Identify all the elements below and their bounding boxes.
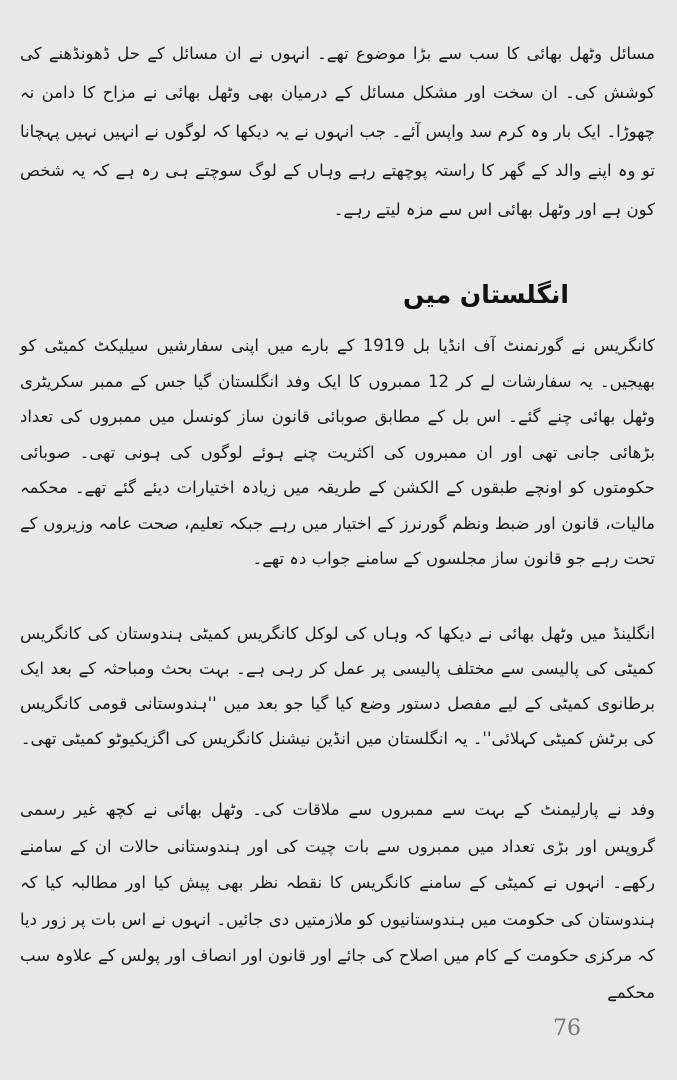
body-paragraph: کانگریس نے گورنمنٹ آف انڈیا بل 1919 کے بارے میں اپنی سفارشیں سیلیکٹ کمیٹی کو بھیجیں۔ یہ سفارشات لے کر 12 ممبروں کا ایک وفد انگلستان گیا جس کے ممبر سکریٹری وٹھل بھائی چنے گئے۔ اس بل کے مطابق صوبائی قانون ساز کونسل میں ممبروں کی تعداد بڑھائی جانی تھی اور ان ممبروں کی اکثریت چنے ہوئے لوگوں کی ہونی تھی۔ صوبائی حکومتوں کو اونچے طبقوں کے الکشن کے طریقہ میں زیادہ اختیارات دیئے گئے تھے۔ محکمہ مالیات، قانون اور ضبط ونظم گورنرز کے اختیار میں رہے جبکہ تعلیم، صحت عامہ وزیروں کے تحت رہے جو قانون ساز مجلسوں کے سامنے جواب دہ تھے۔ xyxy=(20,336,655,568)
page-number: 76 xyxy=(553,1016,581,1041)
body-paragraph: وفد نے پارلیمنٹ کے بہت سے ممبروں سے ملاقات کی۔ وٹھل بھائی نے کچھ غیر رسمی گروپس اور بڑی تعداد میں ممبروں سے بات چیت کی اور ہندوستانی حالات ان کے سامنے رکھے۔ انہوں نے کمیٹی کے سامنے کانگریس کا نقطہ نظر بھی پیش کیا اور مطالبہ کیا کہ ہندوستان کی حکومت میں ہندوستانیوں کو ملازمتیں دی جائیں۔ انہوں نے اس بات پر زور دیا کہ مرکزی حکومت کے کام میں اصلاح کی جائے اور قانون اور انصاف اور پولس کے علاوہ سب محکمے xyxy=(20,800,655,1002)
intro-paragraph: مسائل وٹھل بھائی کا سب سے بڑا موضوع تھے۔ انہوں نے ان مسائل کے حل ڈھونڈھنے کی کوشش کی۔ ان سخت اور مشکل مسائل کے درمیان بھی وٹھل بھائی نے مزاح کا دامن نہ چھوڑا۔ ایک بار وہ کرم سد واپس آئے۔ جب انہوں نے یہ دیکھا کہ لوگوں نے انہیں نہیں پہچانا تو وہ اپنے والد کے گھر کا راستہ پوچھتے رہے وہاں کے لوگ سوچتے ہی رہ ہے کہ یہ شخص کون ہے اور وٹھل بھائی اس سے مزہ لیتے رہے۔ xyxy=(20,44,655,219)
body-paragraph: انگلینڈ میں وٹھل بھائی نے دیکھا کہ وہاں کی لوکل کانگریس کمیٹی ہندوستان کی کانگریس کمیٹی کی پالیسی سے مختلف پالیسی پر عمل کر رہی ہے۔ بہت بحث ومباحثہ کے بعد ایک برطانوی کمیٹی کے لیے مفصل دستور وضع کیا گیا جو بعد میں ''ہندوستانی قومی کانگریس کی برٹش کمیٹی کہلائی''۔ یہ انگلستان میں انڈین نیشنل کانگریس کی اگزیکیوٹو کمیٹی تھی۔ xyxy=(20,624,655,748)
section-heading: انگلستان میں xyxy=(403,280,569,309)
